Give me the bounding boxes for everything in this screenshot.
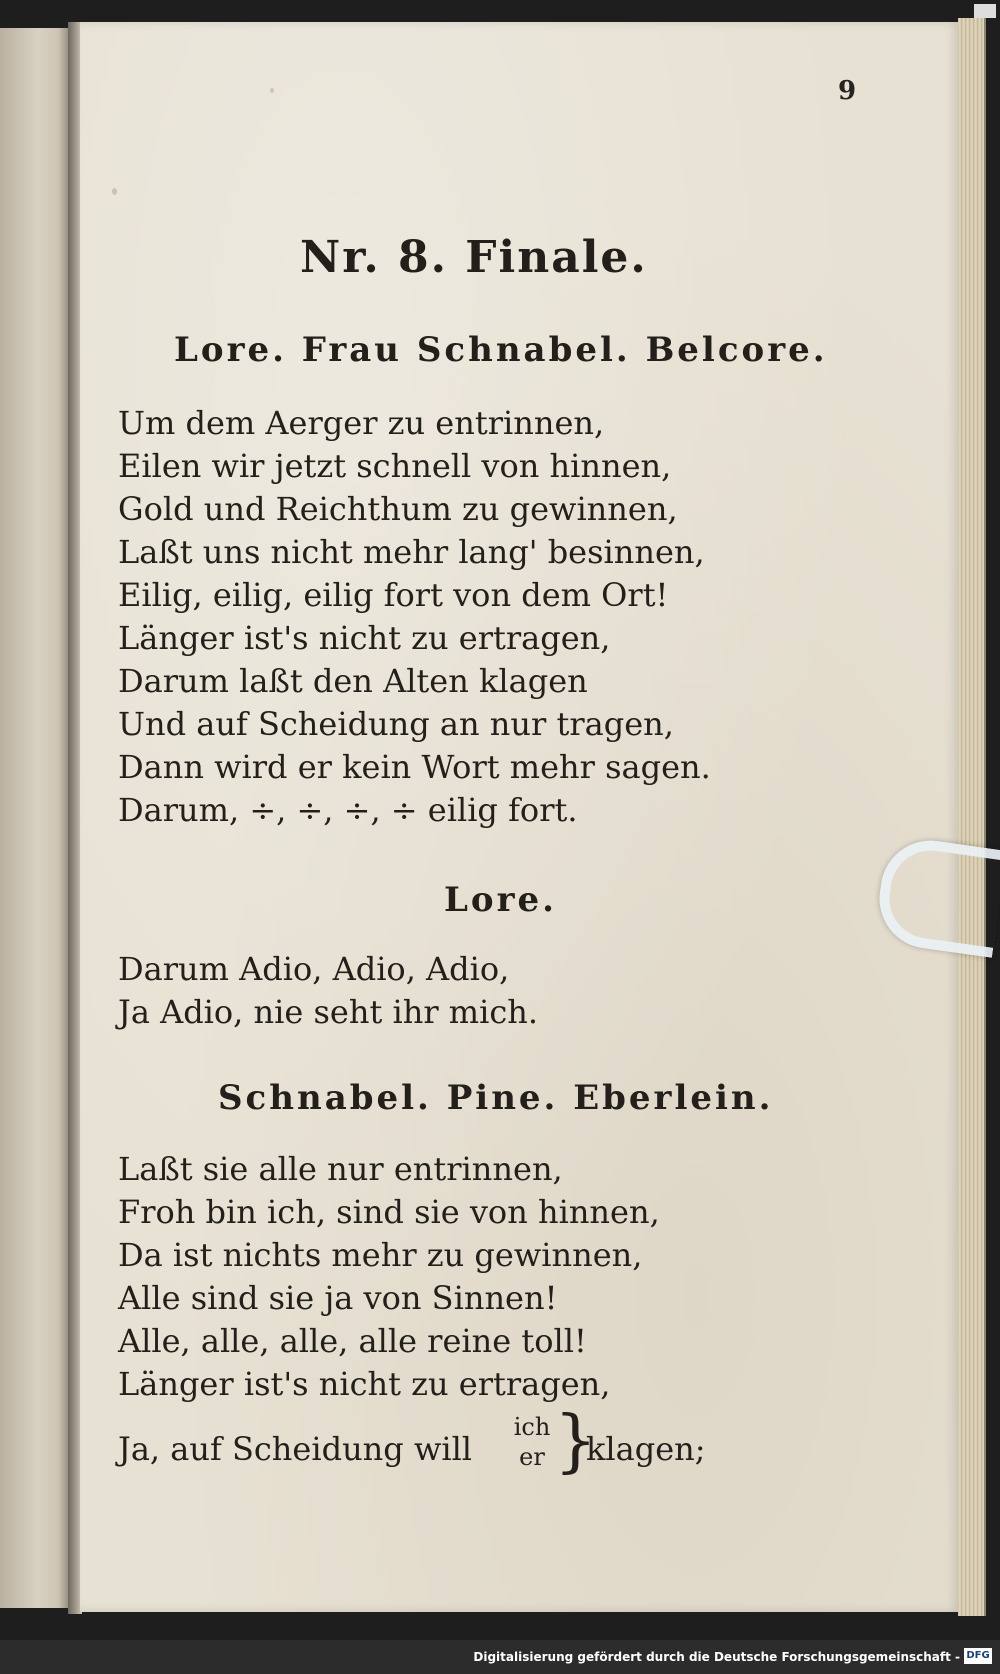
scan-corner-mark bbox=[974, 4, 996, 18]
verse-line: Länger ist's nicht zu ertragen, bbox=[118, 619, 611, 657]
verse-line: Darum Adio, Adio, Adio, bbox=[118, 950, 510, 988]
speaker-heading: Schnabel. Pine. Eberlein. bbox=[218, 1078, 774, 1118]
page-title: Nr. 8. Finale. bbox=[300, 232, 648, 283]
page-number: 9 bbox=[838, 76, 857, 106]
paper-stain bbox=[112, 188, 117, 195]
alternative-top: ich bbox=[513, 1413, 551, 1441]
verse-line: Alle, alle, alle, alle reine toll! bbox=[118, 1322, 587, 1360]
dfg-logo: DFG bbox=[964, 1648, 992, 1664]
page-edges bbox=[958, 18, 986, 1616]
verse-line: Da ist nichts mehr zu gewinnen, bbox=[118, 1236, 643, 1274]
verse-line: Darum laßt den Alten klagen bbox=[118, 662, 588, 700]
verse-line: Länger ist's nicht zu ertragen, bbox=[118, 1365, 611, 1403]
brace-line-after: klagen; bbox=[586, 1430, 706, 1468]
verse-line: Dann wird er kein Wort mehr sagen. bbox=[118, 748, 711, 786]
speaker-heading: Lore. bbox=[444, 880, 557, 920]
verse-block bbox=[118, 1148, 660, 1406]
paper-stain bbox=[270, 88, 274, 93]
verse-line: Darum, ÷, ÷, ÷, ÷ eilig fort. bbox=[118, 791, 578, 829]
verse-block bbox=[118, 402, 711, 832]
verse-line: Eilig, eilig, eilig fort von dem Ort! bbox=[118, 576, 669, 614]
brace-alternatives bbox=[510, 1412, 554, 1472]
verse-line: Laßt uns nicht mehr lang' besinnen, bbox=[118, 533, 705, 571]
curly-brace: } bbox=[554, 1402, 598, 1481]
brace-line-before: Ja, auf Scheidung will bbox=[118, 1430, 473, 1468]
verse-line: Laßt sie alle nur entrinnen, bbox=[118, 1150, 563, 1188]
verse-block bbox=[118, 948, 538, 1034]
verse-line: Froh bin ich, sind sie von hinnen, bbox=[118, 1193, 660, 1231]
speaker-heading: Lore. Frau Schnabel. Belcore. bbox=[174, 330, 828, 370]
verse-line: Ja Adio, nie seht ihr mich. bbox=[118, 993, 539, 1031]
verse-line: Alle sind sie ja von Sinnen! bbox=[118, 1279, 558, 1317]
alternative-bottom: er bbox=[519, 1443, 545, 1471]
verse-line: Und auf Scheidung an nur tragen, bbox=[118, 705, 674, 743]
funding-notice: Digitalisierung gefördert durch die Deutsche Forschungsgemeinschaft - bbox=[473, 1650, 960, 1664]
verse-line: Um dem Aerger zu entrinnen, bbox=[118, 404, 605, 442]
left-page-edge bbox=[0, 28, 68, 1608]
verse-line: Gold und Reichthum zu gewinnen, bbox=[118, 490, 678, 528]
verse-line: Eilen wir jetzt schnell von hinnen, bbox=[118, 447, 672, 485]
